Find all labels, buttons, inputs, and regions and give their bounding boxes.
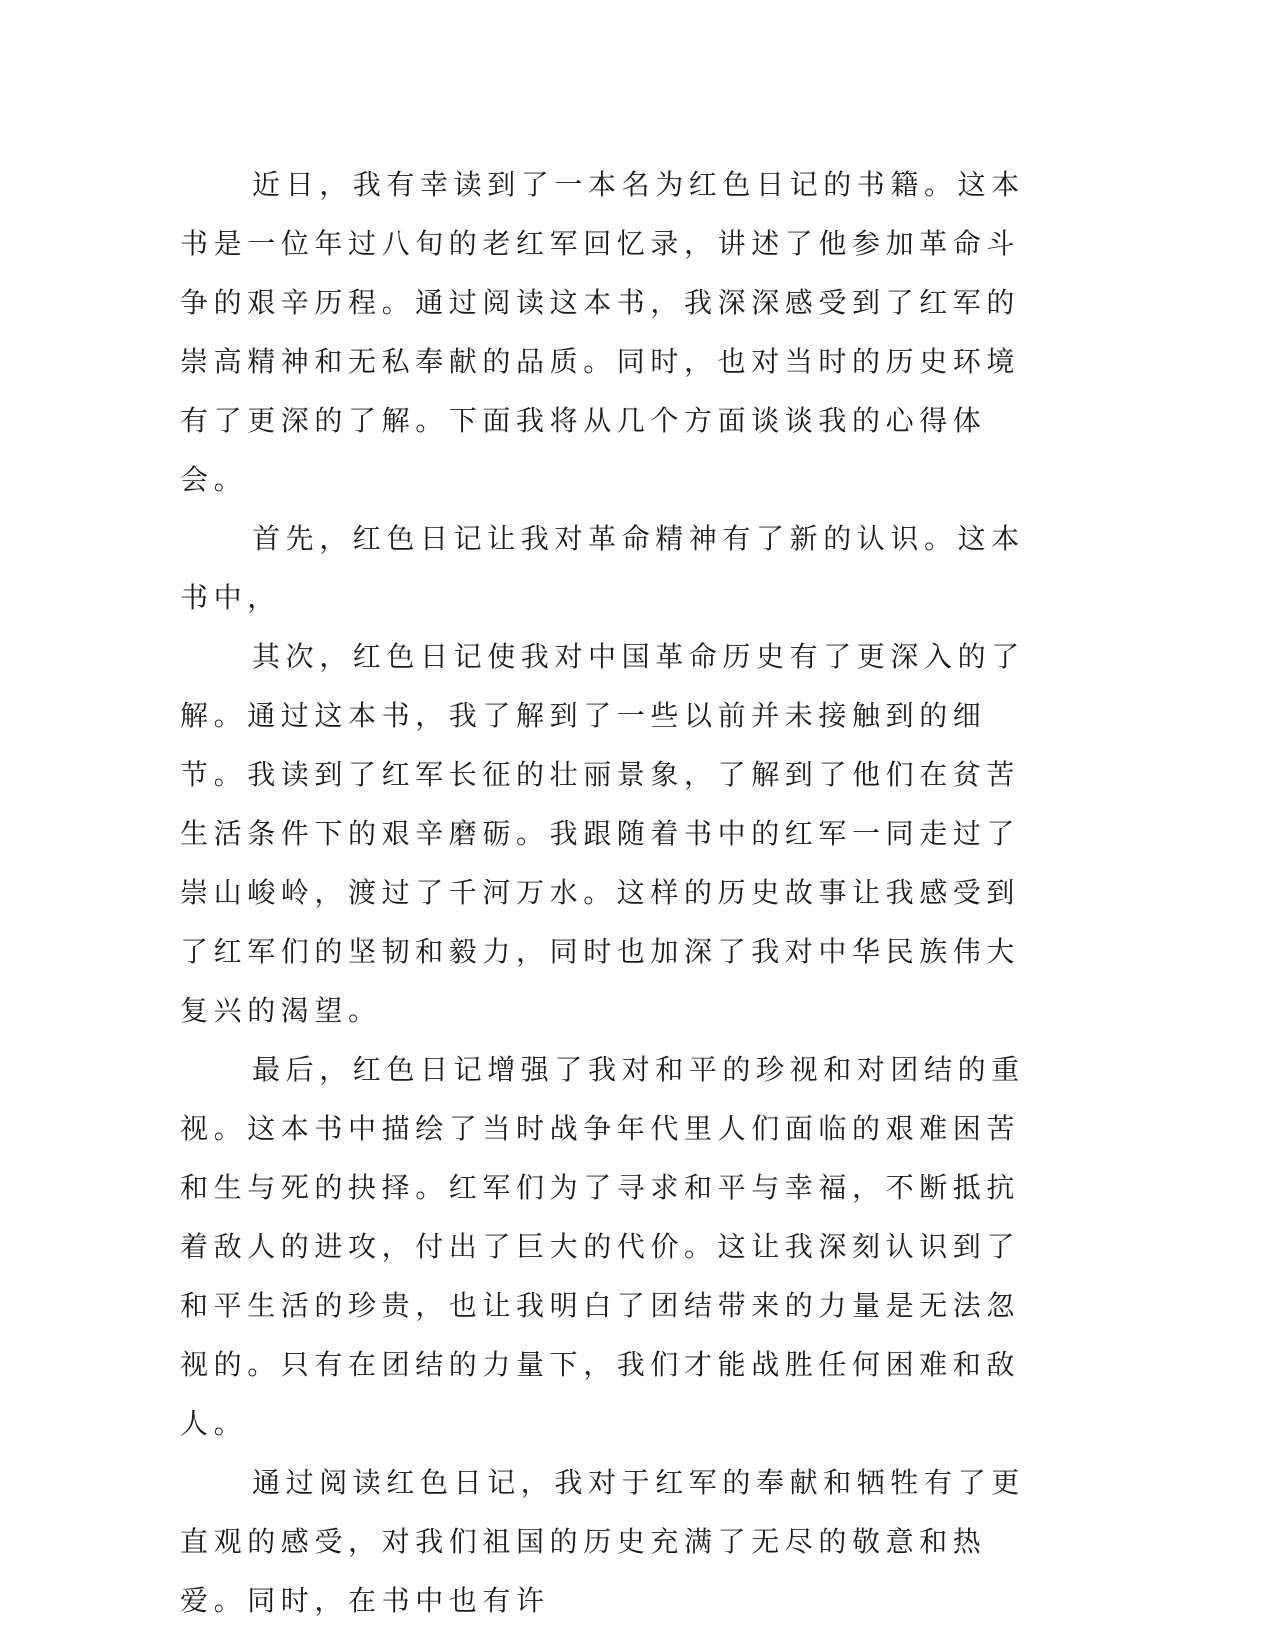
document-body bbox=[180, 155, 1050, 1630]
paragraph-first-point: 首先，红色日记让我对革命精神有了新的认识。这本书中， bbox=[180, 522, 1025, 614]
paragraph-third-point: 最后，红色日记增强了我对和平的珍视和对团结的重视。这本书中描绘了当时战争年代里人们面临的艰难困苦和生与死的抉择。红军们为了寻求和平与幸福，不断抵抗着敌人的进攻，付出了巨大的代价。这让我深刻认识到了和平生活的珍贵，也让我明白了团结带来的力量是无法忽视的。只有在团结的力量下，我们才能战胜任何困难和敌人。 bbox=[180, 1053, 1025, 1440]
paragraph-second-point: 其次，红色日记使我对中国革命历史有了更深入的了解。通过这本书，我了解到了一些以前并未接触到的细节。我读到了红军长征的壮丽景象，了解到了他们在贫苦生活条件下的艰辛磨砺。我跟随着书中的红军一同走过了崇山峻岭，渡过了千河万水。这样的历史故事让我感受到了红军们的坚韧和毅力，同时也加深了我对中华民族伟大复兴的渴望。 bbox=[180, 640, 1025, 1027]
paragraph-conclusion: 通过阅读红色日记，我对于红军的奉献和牺牲有了更直观的感受，对我们祖国的历史充满了无尽的敬意和热爱。同时，在书中也有许 bbox=[180, 1466, 1025, 1617]
paragraph-intro: 近日，我有幸读到了一本名为红色日记的书籍。这本书是一位年过八旬的老红军回忆录，讲述了他参加革命斗争的艰辛历程。通过阅读这本书，我深深感受到了红军的崇高精神和无私奉献的品质。同时，也对当时的历史环境有了更深的了解。下面我将从几个方面谈谈我的心得体会。 bbox=[180, 168, 1025, 496]
